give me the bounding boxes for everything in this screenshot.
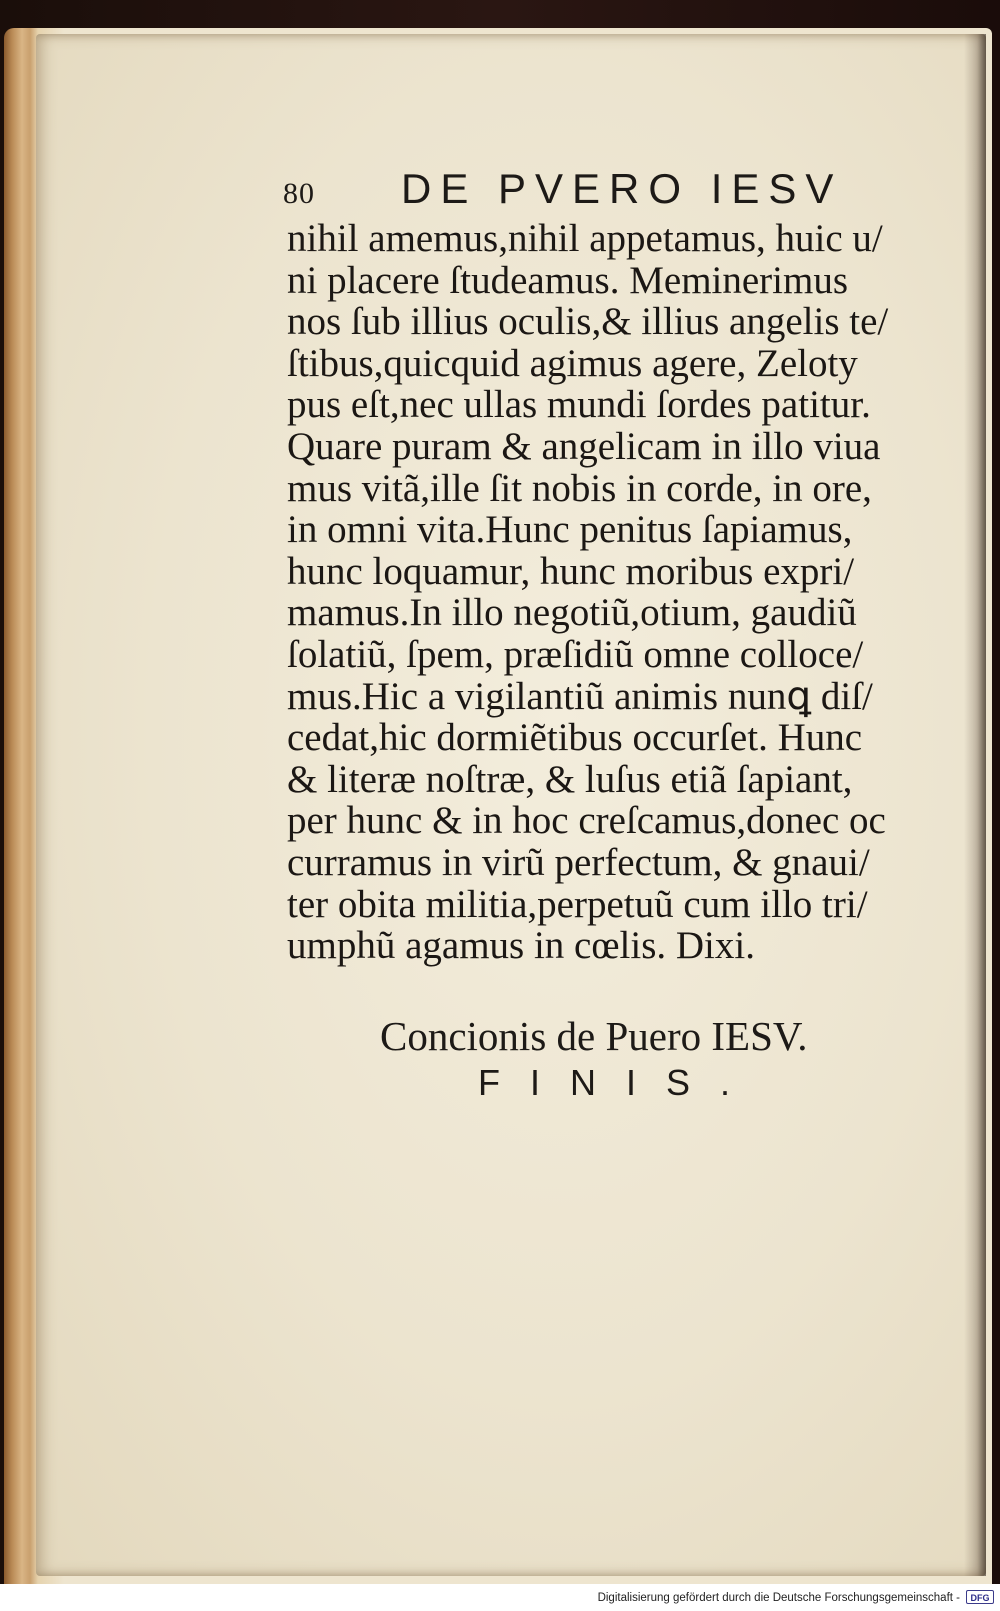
running-title: DE PVERO IESV	[401, 165, 843, 212]
colophon	[380, 1012, 900, 1104]
text-line: nos ſub illius oculis,& illius angelis te/	[287, 300, 889, 344]
gutter-shadow	[964, 34, 986, 1576]
page-number: 80	[283, 177, 315, 210]
text-line: umphũ agamus in cœlis. Dixi.	[287, 924, 755, 968]
page-header	[283, 165, 883, 217]
text-line: mus vitã,ille ſit nobis in corde, in ore,	[287, 466, 872, 510]
colophon-finis: FINIS.	[478, 1062, 761, 1103]
text-line: mamus.In illo negotiũ,otium, gaudiũ	[287, 591, 857, 635]
text-line: curramus in virũ perfectum, & gnaui/	[287, 840, 870, 884]
text-line: & literæ noſtræ, & luſus etiã ſapiant,	[287, 757, 853, 801]
text-line: nihil amemus,nihil appetamus, huic u/	[287, 217, 883, 260]
body-text	[287, 218, 947, 967]
text-line: cedat,hic dormiẽtibus occurſet. Hunc	[287, 716, 863, 760]
text-line: ſtibus,quicquid agimus agere, Zeloty	[287, 341, 858, 385]
text-line: hunc loquamur, hunc moribus expri/	[287, 549, 855, 593]
text-line: ter obita militia,perpetuũ cum illo tri/	[287, 882, 868, 926]
footer-bar	[0, 1584, 1000, 1611]
footer-credit: Digitalisierung gefördert durch die Deutsche Forschungsgemeinschaft -	[597, 1592, 960, 1604]
text-line: ni placere ſtudeamus. Meminerimus	[287, 258, 849, 302]
colophon-title: Concionis de Puero IESV.	[380, 1013, 808, 1059]
text-line: ſolatiũ, ſpem, præſidiũ omne colloce/	[287, 632, 864, 676]
text-line: per hunc & in hoc creſcamus,donec oc	[287, 799, 886, 843]
dfg-logo-icon: DFG	[966, 1590, 994, 1604]
text-line: Quare puram & angelicam in illo viua	[287, 424, 881, 468]
text-line: in omni vita.Hunc penitus ſapiamus,	[287, 508, 853, 552]
text-line: pus eſt,nec ullas mundi ſordes patitur.	[287, 383, 871, 427]
text-line: mus.Hic a vigilantiũ animis nunꝗ diſ/	[287, 674, 873, 718]
